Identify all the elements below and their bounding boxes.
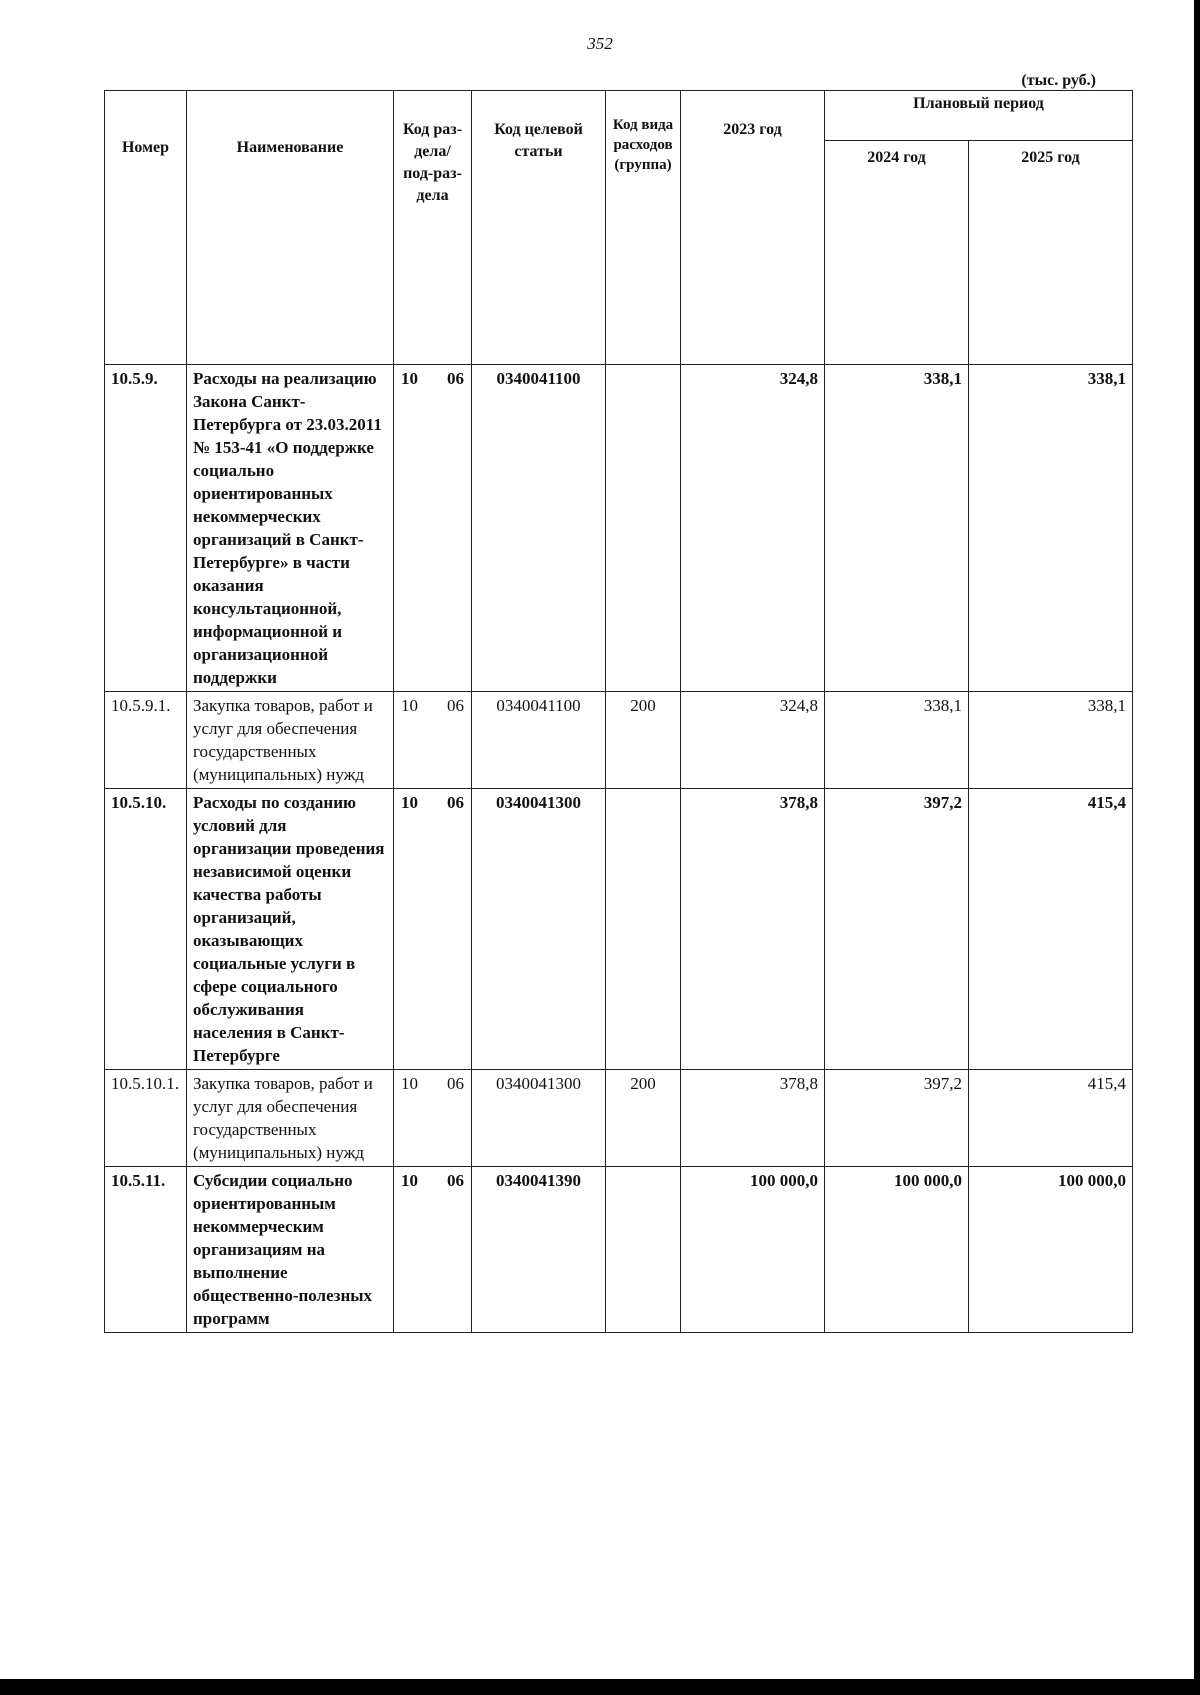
row-target-code: 0340041300	[472, 789, 606, 1070]
row-name: Расходы на реализацию Закона Санкт-Петербурга от 23.03.2011 № 153-41 «О поддержке социально ориентированных некоммерческих организаций в Санкт-Петербурге» в части оказания консультационной, информационной и организационной поддержки	[187, 365, 394, 692]
row-number: 10.5.11.	[105, 1167, 187, 1333]
row-section: 10	[401, 1171, 418, 1190]
row-number: 10.5.9.	[105, 365, 187, 692]
header-name: Наименование	[187, 91, 394, 365]
table-row	[105, 789, 1133, 1070]
page-number: 352	[587, 34, 613, 53]
row-value-2025: 100 000,0	[969, 1167, 1133, 1333]
row-section: 10	[401, 1074, 418, 1093]
row-value-2024: 338,1	[825, 365, 969, 692]
row-section-code	[394, 789, 472, 1070]
row-number: 10.5.10.1.	[105, 1070, 187, 1167]
row-value-2023: 324,8	[681, 365, 825, 692]
row-section: 10	[401, 369, 418, 388]
budget-table	[104, 90, 1133, 1333]
row-subsection: 06	[447, 1074, 464, 1093]
row-subsection: 06	[447, 696, 464, 715]
row-target-code: 0340041100	[472, 692, 606, 789]
row-value-2023: 378,8	[681, 1070, 825, 1167]
row-expense-type	[606, 365, 681, 692]
table-row	[105, 365, 1133, 692]
header-year-2024: 2024 год	[825, 140, 969, 364]
row-section-code	[394, 1167, 472, 1333]
row-value-2023: 324,8	[681, 692, 825, 789]
row-name: Субсидии социально ориентированным некоммерческим организациям на выполнение общественно-полезных программ	[187, 1167, 394, 1333]
row-value-2025: 415,4	[969, 789, 1133, 1070]
row-name: Расходы по созданию условий для организации проведения независимой оценки качества работы организаций, оказывающих социальные услуги в сфере социального обслуживания населения в Санкт-Петербурге	[187, 789, 394, 1070]
row-target-code: 0340041390	[472, 1167, 606, 1333]
row-value-2023: 378,8	[681, 789, 825, 1070]
row-section-code	[394, 692, 472, 789]
row-name: Закупка товаров, работ и услуг для обеспечения государственных (муниципальных) нужд	[187, 1070, 394, 1167]
header-target-code: Код целевой статьи	[472, 91, 606, 365]
row-value-2023: 100 000,0	[681, 1167, 825, 1333]
row-section-code	[394, 365, 472, 692]
row-value-2025: 415,4	[969, 1070, 1133, 1167]
row-target-code: 0340041300	[472, 1070, 606, 1167]
header-number: Номер	[105, 91, 187, 365]
row-value-2024: 100 000,0	[825, 1167, 969, 1333]
header-section-code: Код раз-дела/ под-раз-дела	[394, 91, 472, 365]
scan-bottom-strip	[0, 1679, 1200, 1695]
row-expense-type	[606, 789, 681, 1070]
row-value-2025: 338,1	[969, 365, 1133, 692]
table-row	[105, 692, 1133, 789]
row-section-code	[394, 1070, 472, 1167]
row-value-2024: 338,1	[825, 692, 969, 789]
header-year-2025: 2025 год	[969, 140, 1133, 364]
row-number: 10.5.9.1.	[105, 692, 187, 789]
row-subsection: 06	[447, 369, 464, 388]
header-planned-period: Плановый период	[825, 91, 1133, 141]
units-label: (тыс. руб.)	[1021, 72, 1096, 89]
header-year-2023: 2023 год	[681, 91, 825, 365]
header-expense-type-code: Код вида расходов (группа)	[606, 91, 681, 365]
row-expense-type	[606, 1167, 681, 1333]
row-number: 10.5.10.	[105, 789, 187, 1070]
table-header	[105, 91, 1133, 365]
row-target-code: 0340041100	[472, 365, 606, 692]
table-row	[105, 1070, 1133, 1167]
row-section: 10	[401, 696, 418, 715]
scan-edge	[1194, 0, 1200, 1695]
table-row	[105, 1167, 1133, 1333]
row-name: Закупка товаров, работ и услуг для обеспечения государственных (муниципальных) нужд	[187, 692, 394, 789]
row-expense-type: 200	[606, 1070, 681, 1167]
row-expense-type: 200	[606, 692, 681, 789]
row-subsection: 06	[447, 793, 464, 812]
row-subsection: 06	[447, 1171, 464, 1190]
row-value-2024: 397,2	[825, 789, 969, 1070]
row-section: 10	[401, 793, 418, 812]
row-value-2024: 397,2	[825, 1070, 969, 1167]
row-value-2025: 338,1	[969, 692, 1133, 789]
table-body	[105, 365, 1133, 1333]
